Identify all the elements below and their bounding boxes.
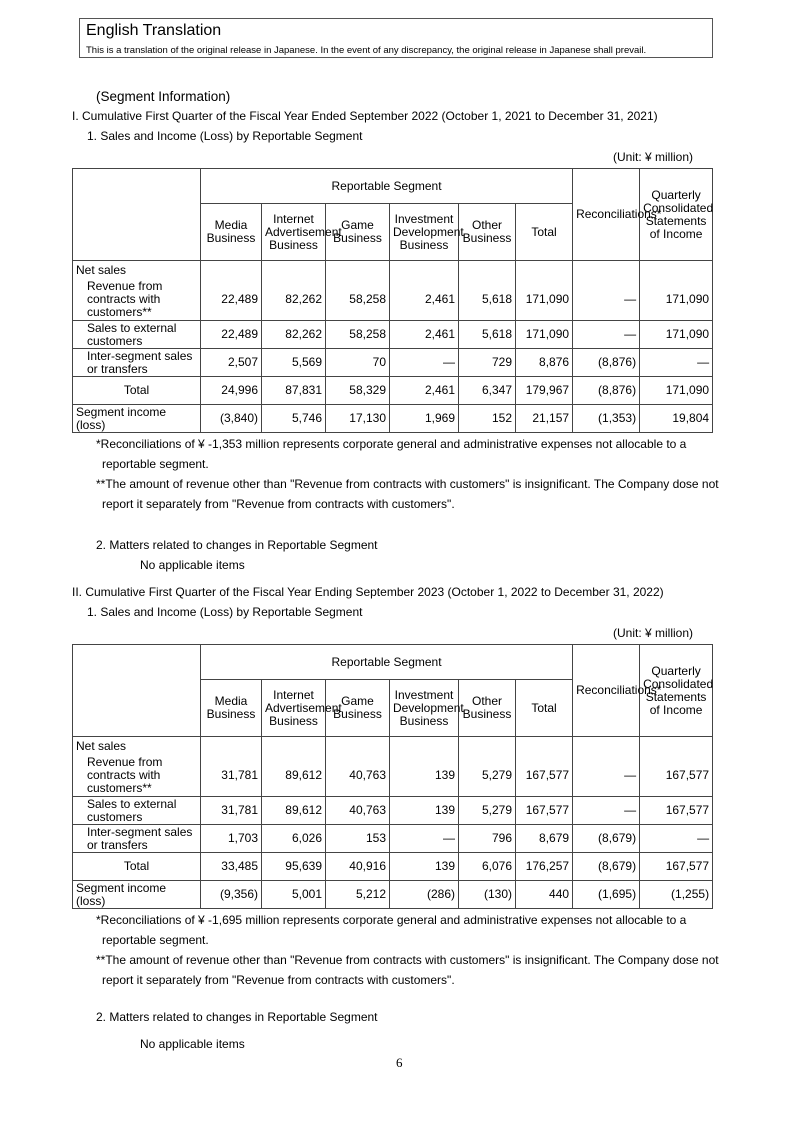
- cell: 139: [390, 797, 459, 825]
- cell: 167,577: [640, 756, 713, 797]
- table-row: [73, 797, 713, 825]
- cell: 729: [459, 349, 516, 377]
- period-1-unit: (Unit: ¥ million): [613, 150, 694, 164]
- footnote-reconciliations: *Reconciliations of ¥ -1,353 million represents corporate general and administrative expenses not allocable to a: [96, 437, 687, 451]
- header-media: Media Business: [201, 680, 262, 737]
- cell: 152: [459, 405, 516, 433]
- cell: 153: [326, 825, 390, 853]
- row-label-net-sales: Net sales: [73, 261, 201, 280]
- row-label: Inter-segment sales or transfers: [73, 349, 201, 377]
- cell: 5,212: [326, 881, 390, 909]
- cell: —: [640, 825, 713, 853]
- cell: 1,969: [390, 405, 459, 433]
- header-other: Other Business: [459, 204, 516, 261]
- cell: (8,876): [573, 349, 640, 377]
- header-blank-cell: [73, 169, 201, 261]
- cell: 5,746: [262, 405, 326, 433]
- cell: 5,279: [459, 756, 516, 797]
- cell: —: [573, 797, 640, 825]
- cell: 5,279: [459, 797, 516, 825]
- cell: 179,967: [516, 377, 573, 405]
- header-media: Media Business: [201, 204, 262, 261]
- table-row: [73, 349, 713, 377]
- cell: 171,090: [640, 321, 713, 349]
- header-reconciliations: Reconciliations*: [573, 645, 640, 737]
- period-1-heading: I. Cumulative First Quarter of the Fiscal Year Ended September 2022 (October 1, 2021 to December 31, 2021): [72, 109, 658, 123]
- cell: (3,840): [201, 405, 262, 433]
- header-game: Game Business: [326, 204, 390, 261]
- cell: 22,489: [201, 321, 262, 349]
- cell: 5,618: [459, 321, 516, 349]
- cell: (1,255): [640, 881, 713, 909]
- footnote-revenue-cont: report it separately from "Revenue from contracts with customers".: [102, 973, 455, 987]
- cell: 167,577: [640, 853, 713, 881]
- cell: 19,804: [640, 405, 713, 433]
- cell: (8,876): [573, 377, 640, 405]
- row-label: Sales to external customers: [73, 321, 201, 349]
- cell: 31,781: [201, 797, 262, 825]
- header-quarterly-statements: Quarterly Consolidated Statements of Income: [640, 169, 713, 261]
- table-row: [73, 756, 713, 797]
- cell: 58,258: [326, 280, 390, 321]
- cell: 6,347: [459, 377, 516, 405]
- period-1-subheading: 1. Sales and Income (Loss) by Reportable Segment: [87, 129, 363, 143]
- cell: 89,612: [262, 797, 326, 825]
- header-game: Game Business: [326, 680, 390, 737]
- cell: 70: [326, 349, 390, 377]
- cell: 58,329: [326, 377, 390, 405]
- cell: 82,262: [262, 321, 326, 349]
- period-2-subheading: 1. Sales and Income (Loss) by Reportable Segment: [87, 605, 363, 619]
- segment-table-1: [72, 168, 713, 433]
- table-row: [73, 321, 713, 349]
- cell: 139: [390, 853, 459, 881]
- header-quarterly-statements: Quarterly Consolidated Statements of Income: [640, 645, 713, 737]
- cell: 8,876: [516, 349, 573, 377]
- cell: (8,679): [573, 853, 640, 881]
- table-row: [73, 825, 713, 853]
- header-reportable-segment: Reportable Segment: [201, 645, 573, 680]
- row-label: Revenue from contracts with customers**: [73, 756, 201, 797]
- cell: 5,618: [459, 280, 516, 321]
- cell: 87,831: [262, 377, 326, 405]
- period-2-changes-heading: 2. Matters related to changes in Reportable Segment: [96, 1010, 378, 1024]
- cell: —: [573, 321, 640, 349]
- banner-note: This is a translation of the original release in Japanese. In the event of any discrepancy, the original release in Japanese shall prevail.: [86, 45, 647, 56]
- header-reconciliations: Reconciliations*: [573, 169, 640, 261]
- cell: 176,257: [516, 853, 573, 881]
- cell: 24,996: [201, 377, 262, 405]
- cell: 167,577: [640, 797, 713, 825]
- footnote-revenue: **The amount of revenue other than "Revenue from contracts with customers" is insignificant. The Company dose not: [96, 477, 719, 491]
- header-total: Total: [516, 204, 573, 261]
- row-label: Revenue from contracts with customers**: [73, 280, 201, 321]
- table-row: [73, 405, 713, 433]
- row-label: Segment income (loss): [73, 881, 201, 909]
- cell: 31,781: [201, 756, 262, 797]
- cell: 5,001: [262, 881, 326, 909]
- table-row: [73, 881, 713, 909]
- cell: 21,157: [516, 405, 573, 433]
- cell: 6,026: [262, 825, 326, 853]
- header-internet: Internet Advertisement Business: [262, 680, 326, 737]
- cell: 40,916: [326, 853, 390, 881]
- period-2-unit: (Unit: ¥ million): [613, 626, 694, 640]
- translation-banner: [79, 18, 713, 58]
- cell: 1,703: [201, 825, 262, 853]
- banner-title: English Translation: [86, 22, 222, 39]
- period-1-changes-text: No applicable items: [140, 558, 245, 572]
- cell: —: [390, 349, 459, 377]
- cell: 2,461: [390, 280, 459, 321]
- footnote-reconciliations-cont: reportable segment.: [102, 457, 209, 471]
- cell: 171,090: [640, 280, 713, 321]
- cell: 2,461: [390, 377, 459, 405]
- cell: 5,569: [262, 349, 326, 377]
- cell: 6,076: [459, 853, 516, 881]
- cell: 40,763: [326, 756, 390, 797]
- header-investment: Investment Development Business: [390, 204, 459, 261]
- row-label: Inter-segment sales or transfers: [73, 825, 201, 853]
- cell: 171,090: [516, 280, 573, 321]
- footnote-reconciliations-cont: reportable segment.: [102, 933, 209, 947]
- cell: —: [573, 756, 640, 797]
- period-2-changes-text: No applicable items: [140, 1037, 245, 1051]
- row-label: Sales to external customers: [73, 797, 201, 825]
- table-row: [73, 377, 713, 405]
- cell: 2,507: [201, 349, 262, 377]
- cell: 82,262: [262, 280, 326, 321]
- period-2-heading: II. Cumulative First Quarter of the Fiscal Year Ending September 2023 (October 1, 2022 to December 31, 2022): [72, 585, 664, 599]
- cell: (9,356): [201, 881, 262, 909]
- cell: (130): [459, 881, 516, 909]
- cell: 440: [516, 881, 573, 909]
- cell: —: [573, 280, 640, 321]
- section-title: (Segment Information): [96, 89, 231, 104]
- header-investment: Investment Development Business: [390, 680, 459, 737]
- table-row: [73, 853, 713, 881]
- cell: 33,485: [201, 853, 262, 881]
- header-blank-cell: [73, 645, 201, 737]
- page-number: 6: [396, 1055, 403, 1070]
- header-total: Total: [516, 680, 573, 737]
- row-label: Segment income (loss): [73, 405, 201, 433]
- cell: 58,258: [326, 321, 390, 349]
- cell: 2,461: [390, 321, 459, 349]
- cell: 17,130: [326, 405, 390, 433]
- cell: 8,679: [516, 825, 573, 853]
- cell: 40,763: [326, 797, 390, 825]
- cell: —: [390, 825, 459, 853]
- cell: 796: [459, 825, 516, 853]
- segment-table-2: [72, 644, 713, 909]
- footnote-revenue-cont: report it separately from "Revenue from contracts with customers".: [102, 497, 455, 511]
- cell: 167,577: [516, 797, 573, 825]
- cell: 22,489: [201, 280, 262, 321]
- cell: (286): [390, 881, 459, 909]
- header-internet: Internet Advertisement Business: [262, 204, 326, 261]
- header-reportable-segment: Reportable Segment: [201, 169, 573, 204]
- cell: 171,090: [640, 377, 713, 405]
- table-row: [73, 280, 713, 321]
- header-other: Other Business: [459, 680, 516, 737]
- cell: 139: [390, 756, 459, 797]
- cell: 95,639: [262, 853, 326, 881]
- cell: 167,577: [516, 756, 573, 797]
- cell: (1,353): [573, 405, 640, 433]
- row-label-net-sales: Net sales: [73, 737, 201, 756]
- cell: —: [640, 349, 713, 377]
- cell: 171,090: [516, 321, 573, 349]
- row-label-total: Total: [73, 377, 201, 405]
- cell: 89,612: [262, 756, 326, 797]
- row-label-total: Total: [73, 853, 201, 881]
- cell: (1,695): [573, 881, 640, 909]
- footnote-reconciliations: *Reconciliations of ¥ -1,695 million represents corporate general and administrative expenses not allocable to a: [96, 913, 687, 927]
- period-1-changes-heading: 2. Matters related to changes in Reportable Segment: [96, 538, 378, 552]
- footnote-revenue: **The amount of revenue other than "Revenue from contracts with customers" is insignificant. The Company dose not: [96, 953, 719, 967]
- cell: (8,679): [573, 825, 640, 853]
